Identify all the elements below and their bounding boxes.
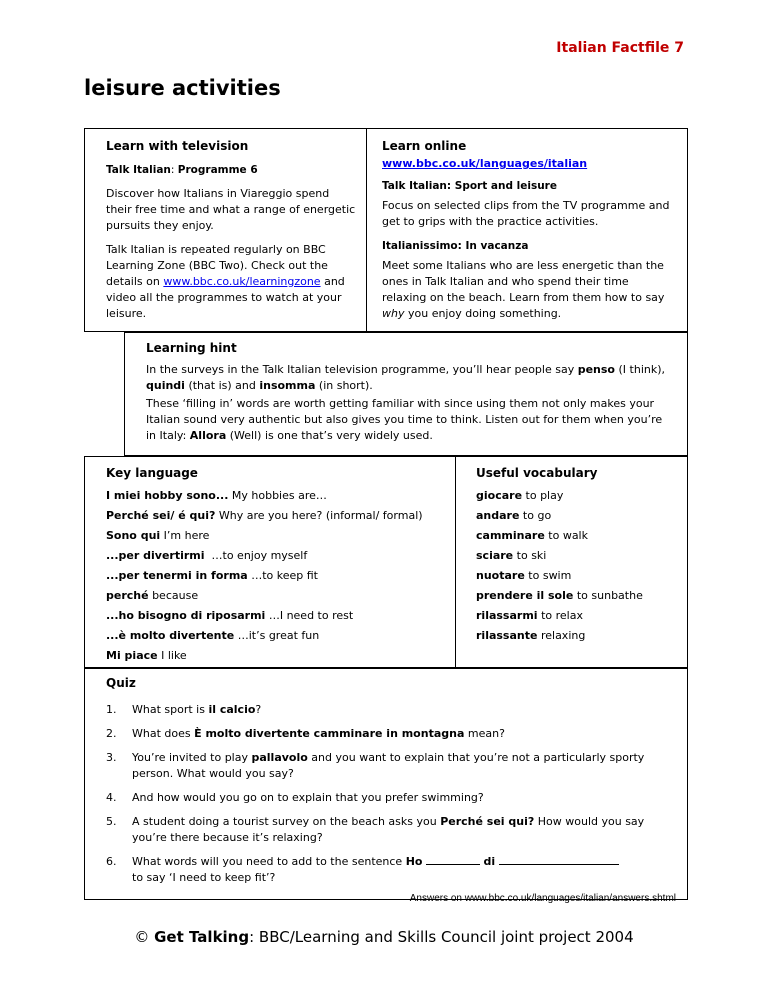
quiz-term: Ho <box>405 855 423 868</box>
key-language-item <box>106 586 451 606</box>
vocabulary-item <box>476 546 676 566</box>
quiz-question-text <box>132 702 261 718</box>
learn-divider <box>366 128 367 332</box>
quiz-text: You’re invited to play <box>132 751 252 764</box>
vocabulary-italian: nuotare <box>476 569 525 582</box>
key-language-english: I like <box>157 649 187 662</box>
hint-word-quindi: quindi <box>146 379 185 392</box>
key-language-italian: ...per divertirmi <box>106 549 205 562</box>
key-language-italian: Mi piace <box>106 649 158 662</box>
quiz-question <box>106 750 676 782</box>
hint-paragraph-1 <box>146 362 674 394</box>
copyright-icon: © <box>134 928 150 946</box>
quiz-number: 3. <box>106 751 117 764</box>
hint-p2-text-a: These ‘filling in’ words are worth getting familiar with since using them not only makes your Italian sound very authentic but also gives you time to think. Listen out for them when you’re in Italy: <box>146 397 663 442</box>
key-language-italian: I miei hobby sono... <box>106 489 229 502</box>
vocabulary-english: to go <box>519 509 552 522</box>
key-language-heading: Key language <box>106 466 198 480</box>
key-language-english: I’m here <box>160 529 210 542</box>
quiz-term: È molto divertente camminare in montagna <box>194 727 465 740</box>
footer-brand: Get Talking <box>154 928 250 946</box>
quiz-text: A student doing a tourist survey on the beach asks you <box>132 815 441 828</box>
vocabulary-italian: sciare <box>476 549 514 562</box>
vocabulary-italian: giocare <box>476 489 523 502</box>
online-item2-after: you enjoy doing something. <box>404 307 562 320</box>
quiz-number: 6. <box>106 855 117 868</box>
vocabulary-item <box>476 486 676 506</box>
vocabulary-item <box>476 586 676 606</box>
vocabulary-english: relaxing <box>537 629 586 642</box>
vocabulary-italian: prendere il sole <box>476 589 574 602</box>
vocabulary-italian: andare <box>476 509 520 522</box>
tv-panel <box>106 138 358 322</box>
quiz-question-text <box>132 854 619 886</box>
quiz-term: pallavolo <box>251 751 308 764</box>
vocabulary-item <box>476 566 676 586</box>
factfile-label: Italian Factfile 7 <box>556 40 684 56</box>
quiz-question <box>106 726 676 742</box>
hint-p1-text-b: (I think), <box>615 363 665 376</box>
quiz-heading: Quiz <box>106 676 136 690</box>
key-language-english: Why are you here? (informal/ formal) <box>215 509 423 522</box>
quiz-text: to say ‘I need to keep fit’? <box>132 871 276 884</box>
quiz-question <box>106 702 676 718</box>
key-language-italian: ...ho bisogno di riposarmi <box>106 609 266 622</box>
quiz-term: di <box>483 855 496 868</box>
vocabulary-item <box>476 526 676 546</box>
online-item2-em: why <box>382 307 405 320</box>
hint-word-insomma: insomma <box>259 379 316 392</box>
vocabulary-item <box>476 506 676 526</box>
learning-hint-panel <box>146 340 674 444</box>
key-language-item <box>106 606 451 626</box>
hint-word-penso: penso <box>577 363 615 376</box>
key-language-item <box>106 506 451 526</box>
tv-repeat-after: and video all the programmes to watch at your leisure. <box>106 275 345 320</box>
learningzone-link[interactable]: www.bbc.co.uk/learningzone <box>163 275 321 288</box>
answer-blank[interactable] <box>499 854 619 865</box>
online-heading: Learn online <box>382 139 467 153</box>
hint-paragraph-2 <box>146 396 674 444</box>
tv-heading: Learn with television <box>106 139 249 153</box>
key-language-item <box>106 566 451 586</box>
footer <box>0 928 768 946</box>
quiz-text: and you want to explain that you’re not a particularly sporty person. What would you say? <box>132 751 645 780</box>
key-language-item <box>106 626 451 646</box>
key-language-english: My hobbies are… <box>228 489 327 502</box>
quiz-number: 5. <box>106 815 117 828</box>
key-language-english: …I need to rest <box>265 609 354 622</box>
hint-p1-text-a: In the surveys in the Talk Italian television programme, you’ll hear people say <box>146 363 578 376</box>
vocabulary-english: to walk <box>544 529 588 542</box>
vocabulary-english: to relax <box>537 609 583 622</box>
hint-p1-text-d: (in short). <box>315 379 373 392</box>
key-language-english: because <box>148 589 199 602</box>
tv-programme-number: Programme 6 <box>177 164 258 176</box>
vocabulary-item <box>476 606 676 626</box>
key-language-item <box>106 646 451 666</box>
quiz-term: il calcio <box>208 703 256 716</box>
quiz-number: 1. <box>106 703 117 716</box>
vocabulary-item <box>476 626 676 646</box>
online-item2-title: Italianissimo: In vacanza <box>382 240 529 252</box>
languages-italian-link[interactable]: www.bbc.co.uk/languages/italian <box>382 157 588 170</box>
quiz-panel <box>106 676 676 906</box>
vocabulary-italian: rilassarmi <box>476 609 538 622</box>
language-divider <box>455 456 456 668</box>
quiz-term: Perché sei qui? <box>440 815 535 828</box>
key-language-english: …it’s great fun <box>234 629 320 642</box>
tv-programme-series: Talk Italian <box>106 164 171 176</box>
quiz-question-text <box>132 726 505 742</box>
tv-repeat-before: Talk Italian is repeated regularly on BBC Learning Zone (BBC Two). Check out the details on <box>106 243 328 288</box>
tv-programme <box>106 162 358 178</box>
quiz-question <box>106 790 676 806</box>
vocabulary-italian: camminare <box>476 529 545 542</box>
quiz-question-text <box>132 750 662 782</box>
quiz-number: 2. <box>106 727 117 740</box>
quiz-question <box>106 814 676 846</box>
quiz-text: mean? <box>464 727 505 740</box>
key-language-italian: ...per tenermi in forma <box>106 569 248 582</box>
page-title: leisure activities <box>84 76 281 100</box>
quiz-text: What sport is <box>132 703 209 716</box>
quiz-question-text: And how would you go on to explain that you prefer swimming? <box>132 791 484 804</box>
online-item2-text <box>382 258 672 322</box>
key-language-italian: Sono qui <box>106 529 161 542</box>
online-item1-text: Focus on selected clips from the TV programme and get to grips with the practice activities. <box>382 199 670 228</box>
hint-p2-text-b: (Well) is one that’s very widely used. <box>226 429 433 442</box>
vocabulary-english: to sunbathe <box>573 589 643 602</box>
quiz-question-text <box>132 814 662 846</box>
tv-programme-sep: : <box>170 164 178 176</box>
online-panel <box>382 138 672 322</box>
key-language-item <box>106 546 451 566</box>
online-link-line <box>382 156 672 172</box>
vocabulary-panel <box>476 466 676 646</box>
vocabulary-heading: Useful vocabulary <box>476 466 598 480</box>
hint-word-allora: Allora <box>189 429 227 442</box>
quiz-text: How would you say you’re there because it’s relaxing? <box>132 815 645 844</box>
vocabulary-english: to play <box>522 489 564 502</box>
key-language-italian: Perché sei/ é qui? <box>106 509 216 522</box>
quiz-text: What does <box>132 727 195 740</box>
quiz-question <box>106 854 676 886</box>
hint-p1-text-c: (that is) and <box>184 379 260 392</box>
quiz-number: 4. <box>106 791 117 804</box>
footer-text: : BBC/Learning and Skills Council joint project 2004 <box>249 928 634 946</box>
tv-description: Discover how Italians in Viareggio spend their free time and what a range of energetic pursuits they enjoy. <box>106 187 356 232</box>
quiz-text: What words will you need to add to the sentence <box>132 855 406 868</box>
vocabulary-italian: rilassante <box>476 629 538 642</box>
online-item2-before: Meet some Italians who are less energetic than the ones in Talk Italian and who spend their time relaxing on the beach. Learn from them how to say <box>382 259 665 304</box>
key-language-item <box>106 486 451 506</box>
key-language-italian: ...è molto divertente <box>106 629 235 642</box>
vocabulary-english: to swim <box>524 569 572 582</box>
online-item1-title: Talk Italian: Sport and leisure <box>382 180 557 192</box>
answer-blank[interactable] <box>426 854 480 865</box>
hint-heading: Learning hint <box>146 341 237 355</box>
vocabulary-english: to ski <box>513 549 547 562</box>
key-language-english: …to keep fit <box>247 569 318 582</box>
quiz-text: ? <box>255 703 262 716</box>
key-language-panel <box>106 466 451 666</box>
key-language-italian: perché <box>106 589 149 602</box>
key-language-item <box>106 526 451 546</box>
answers-note: Answers on www.bbc.co.uk/languages/italian/answers.shtml <box>409 893 676 904</box>
key-language-english: …to enjoy myself <box>204 549 308 562</box>
tv-repeat-text <box>106 242 358 322</box>
